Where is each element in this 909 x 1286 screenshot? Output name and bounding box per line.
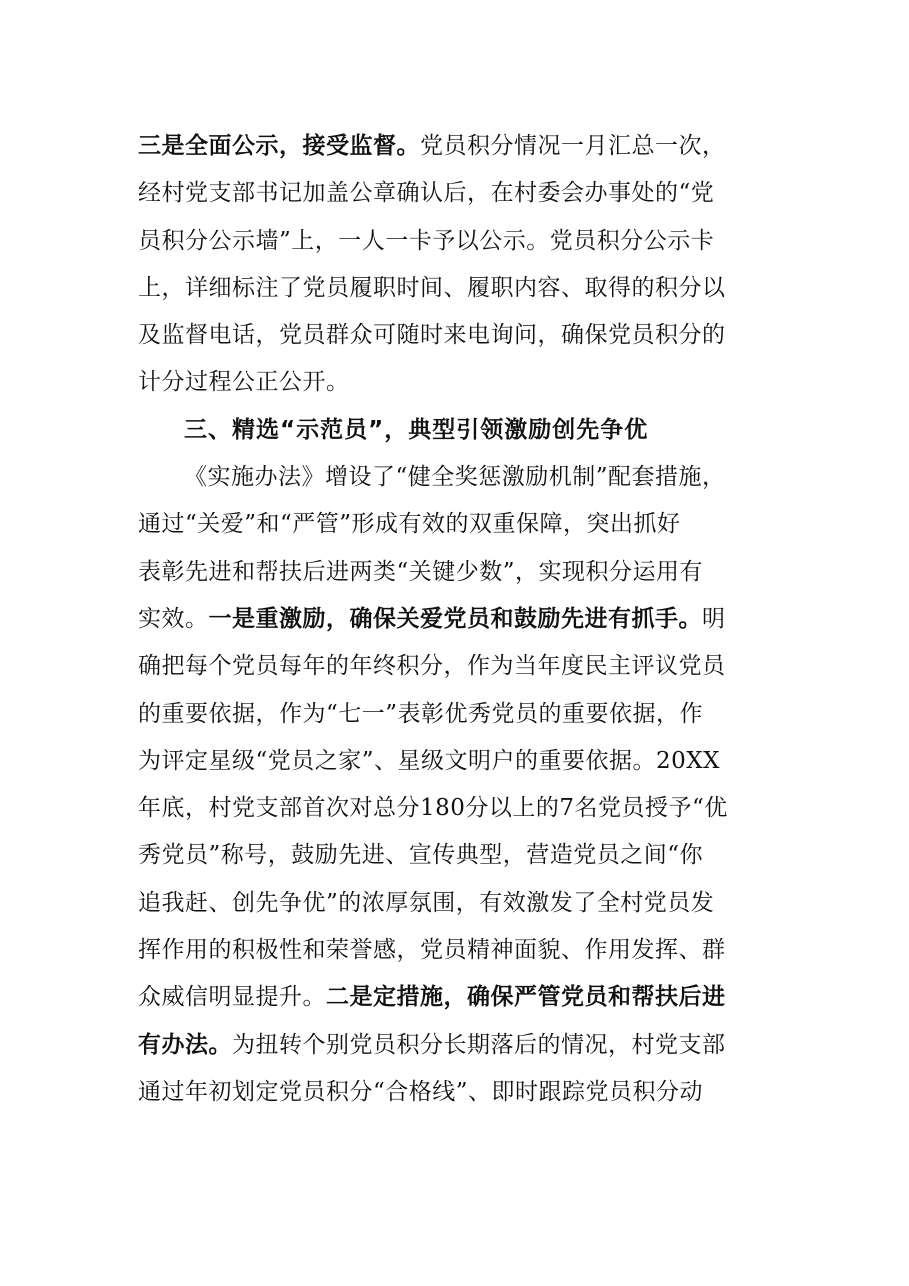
text-run: 为扭转个别党员积分长期落后的情况，村党支部	[232, 1031, 726, 1058]
text-line	[138, 974, 778, 1021]
document-body	[138, 123, 778, 1116]
text-run: 党员积分情况一月汇总一次，	[420, 133, 726, 159]
text-line: 挥作用的积极性和荣誉感，党员精神面貌、作用发挥、群	[138, 937, 726, 964]
section-heading	[138, 407, 778, 454]
lead-sentence: 二是定措施，确保严管党员和帮扶后进	[326, 984, 726, 1011]
text-line: 及监督电话，党员群众可随时来电询问，确保党员积分的	[138, 322, 726, 349]
paragraph-public-notice	[138, 123, 778, 407]
text-line: 为评定星级“党员之家”、星级文明户的重要依据。20XX	[138, 747, 721, 774]
text-run: 众威信明显提升。	[138, 984, 326, 1011]
text-line	[138, 596, 778, 643]
text-line: 上，详细标注了党员履职时间、履职内容、取得的积分以	[138, 274, 726, 301]
text-line: 员积分公示墙”上，一人一卡予以公示。党员积分公示卡	[138, 227, 715, 254]
lead-sentence: 三是全面公示，接受监督。	[138, 133, 420, 159]
text-line: 确把每个党员每年的年终积分，作为当年度民主评议党员	[138, 653, 726, 680]
text-line: 年底，村党支部首次对总分180分以上的7名党员授予“优	[138, 795, 728, 822]
text-line: 计分过程公正公开。	[138, 369, 350, 396]
text-run: 明	[702, 605, 726, 632]
text-line: 的重要依据，作为“七一”表彰优秀党员的重要依据，作	[138, 700, 704, 727]
text-line: 《实施办法》增设了“健全奖惩激励机制”配套措施，	[184, 464, 726, 491]
text-line: 通过年初划定党员积分“合格线”、即时跟踪党员积分动	[138, 1078, 704, 1105]
lead-sentence: 一是重激励，确保关爱党员和鼓励先进有抓手。	[208, 605, 702, 632]
text-line: 经村党支部书记加盖公章确认后，在村委会办事处的“党	[138, 180, 715, 207]
text-line	[138, 1022, 778, 1069]
lead-sentence-continued: 有办法。	[138, 1031, 232, 1058]
text-line: 秀党员”称号，鼓励先进、宣传典型，营造党员之间“你	[138, 842, 704, 869]
section-heading-text: 三、精选“示范员”，典型引领激励创先争优	[184, 416, 649, 443]
text-line	[138, 123, 778, 170]
text-run: 实效。	[138, 605, 209, 632]
text-line: 追我赶、创先争优”的浓厚氛围，有效激发了全村党员发	[138, 889, 715, 916]
paragraph-incentive	[138, 454, 778, 1116]
text-line: 表彰先进和帮扶后进两类“关键少数”，实现积分运用有	[138, 558, 704, 585]
text-line: 通过“关爱”和“严管”形成有效的双重保障，突出抓好	[138, 511, 681, 538]
